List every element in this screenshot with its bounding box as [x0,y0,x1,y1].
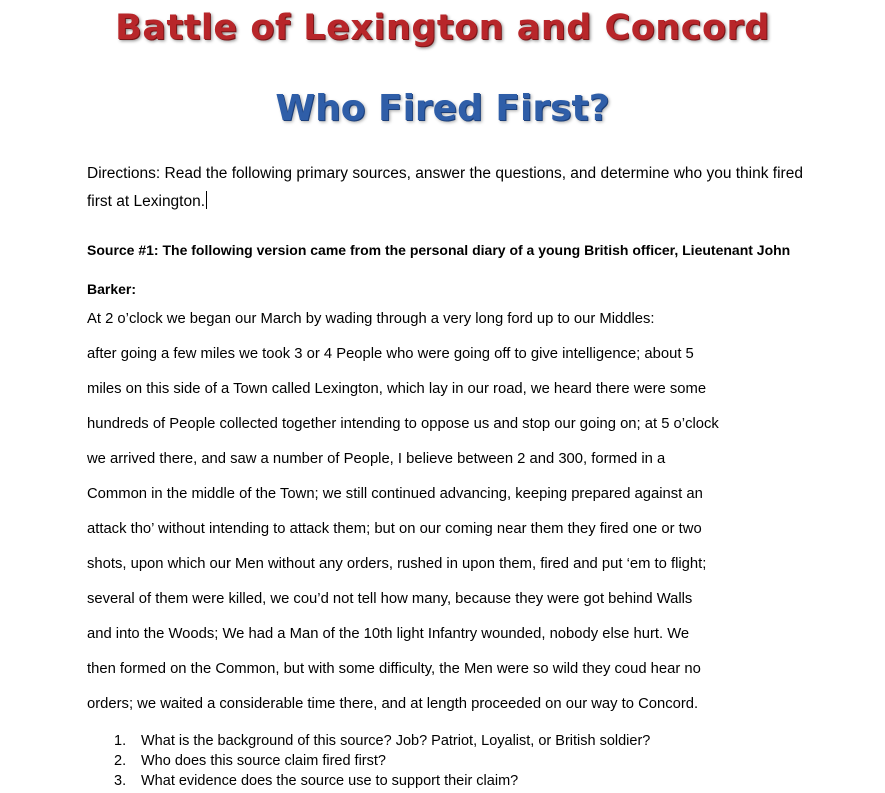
source-body-line: and into the Woods; We had a Man of the 10th light Infantry wounded, nobody else hurt. We [87,626,690,642]
directions-paragraph[interactable] [87,160,807,216]
source-body-line: Common in the middle of the Town; we still continued advancing, keeping prepared against an [87,486,703,502]
source-heading: Source #1: The following version came from the personal diary of a young British officer, Lieutenant John Barker: [87,242,791,297]
text-cursor [206,191,207,209]
source-body-line: At 2 o’clock we began our March by wading through a very long ford up to our Middles: [87,311,655,327]
source-body-line: attack tho’ without intending to attack them; but on our coming near them they fired one or two [87,521,702,537]
source-body-line: hundreds of People collected together intending to oppose us and stop our going on; at 5 o’clock [87,416,719,432]
source-body-line: shots, upon which our Men without any orders, rushed in upon them, fired and put ‘em to flight; [87,556,707,572]
question-number: 1. [114,733,127,749]
source-body-line: miles on this side of a Town called Lexington, which lay in our road, we heard there were some [87,381,707,397]
document-subtitle: Who Fired First? [275,88,610,129]
question-number: 2. [114,753,127,769]
question-text: Who does this source claim fired first? [141,753,386,769]
source-body-line: after going a few miles we took 3 or 4 People who were going off to give intelligence; about 5 [87,346,694,362]
source-body [87,302,807,722]
source-body-line: we arrived there, and saw a number of People, I believe between 2 and 300, formed in a [87,451,666,467]
question-item [87,751,807,771]
source-body-line: several of them were killed, we cou’d not tell how many, because they were got behind Walls [87,591,693,607]
question-list [87,731,807,791]
question-item [87,771,807,791]
question-text: What is the background of this source? Job? Patriot, Loyalist, or British soldier? [141,733,651,749]
directions-text: Directions: Read the following primary sources, answer the questions, and determine who you think fired first at Lexington. [87,165,803,210]
question-text: What evidence does the source use to support their claim? [141,773,519,789]
source-body-line: then formed on the Common, but with some difficulty, the Men were so wild they coud hear no [87,661,701,677]
question-item [87,731,807,751]
question-number: 3. [114,773,127,789]
source-body-line: orders; we waited a considerable time there, and at length proceeded on our way to Concord. [87,696,699,712]
document-title: Battle of Lexington and Concord [115,8,770,48]
